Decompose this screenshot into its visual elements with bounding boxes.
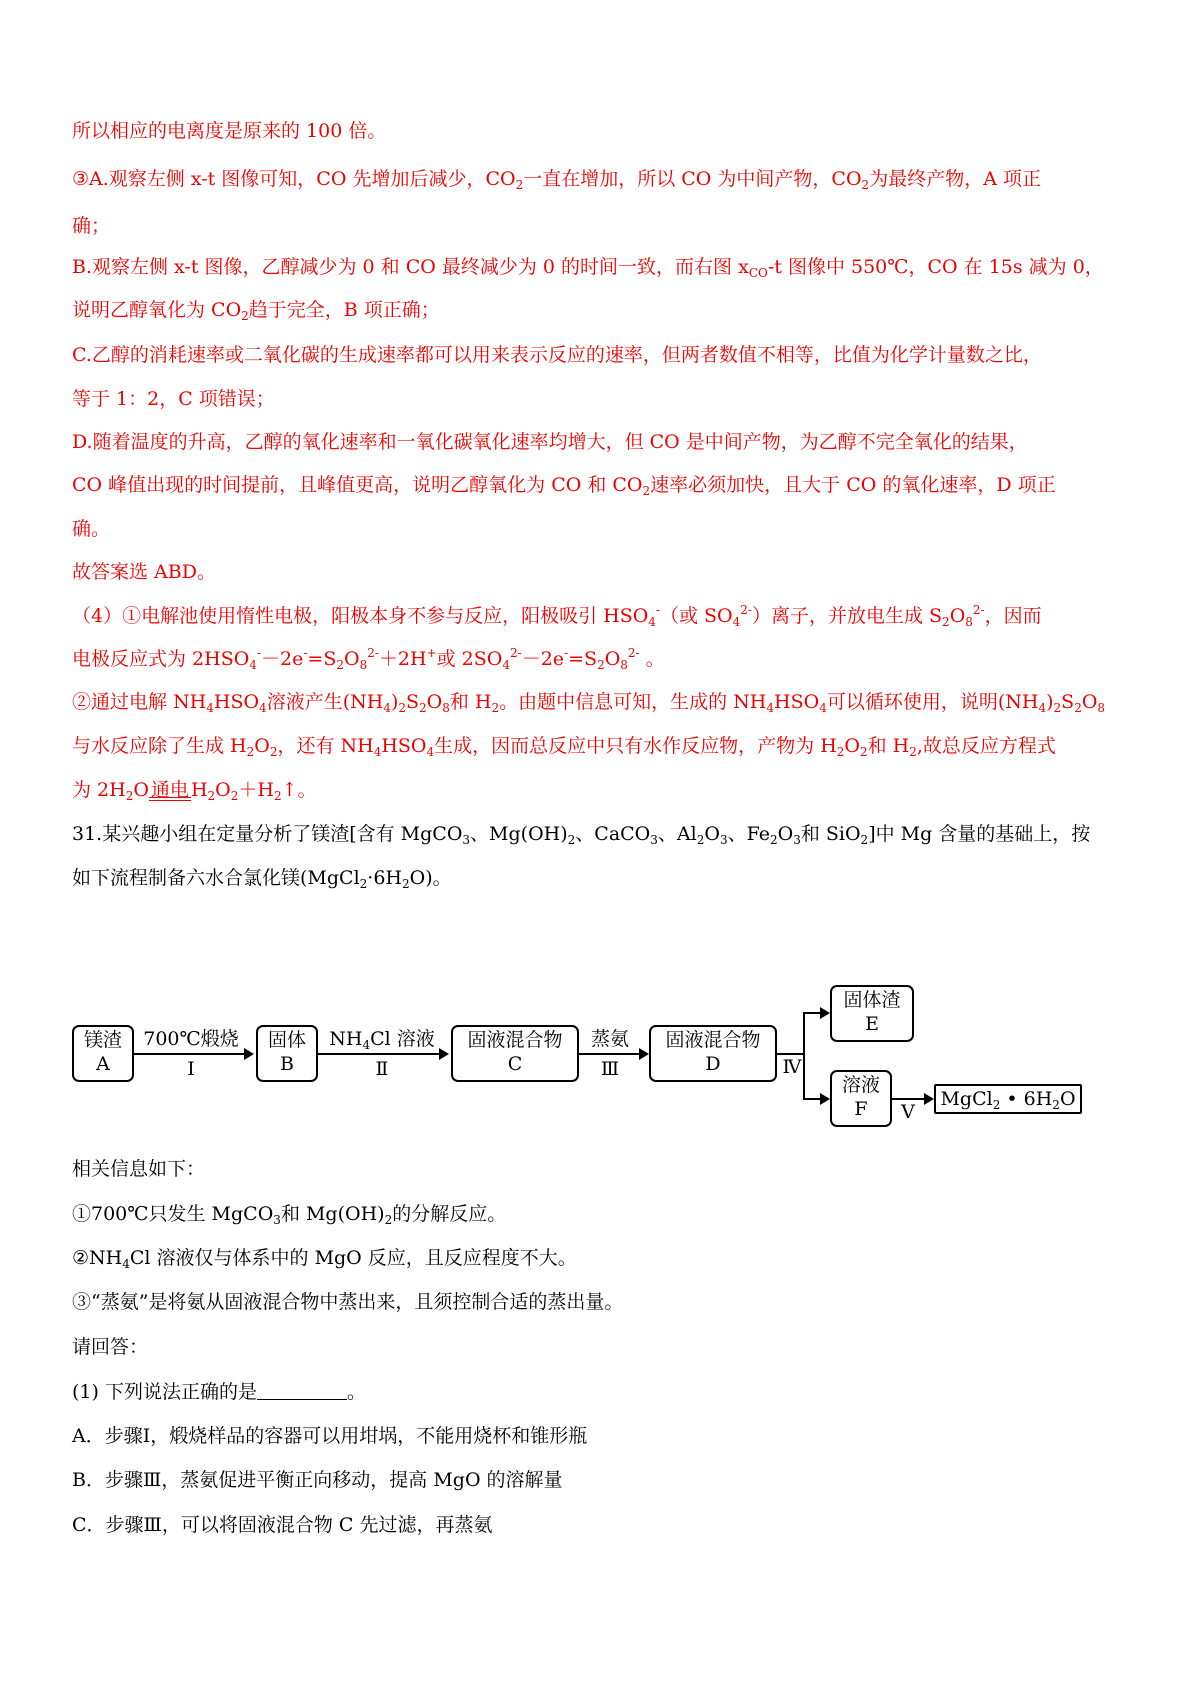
answer-line: 故答案选 ABD。 [72,561,216,583]
question-line: 请回答： [72,1336,149,1358]
flow-arrow [579,1053,641,1055]
option-b: B．步骤Ⅲ，蒸氨促进平衡正向移动，提高 MgO 的溶解量 [72,1469,563,1491]
answer-line: 等于 1：2，C 项错误； [72,388,275,410]
flow-arrow [803,1098,822,1100]
answer-line: 电极反应式为 $2HSO_4^--2e^-=S_2O_8^{2-}+2H^+$或 $2SO_4^{2-}-2e^-=S_2O_8^{2-}$ 。 [72,646,665,672]
answer-line: CO 峰值出现的时间提前，且峰值更高，说明乙醇氧化为 CO 和 $CO_2$速率必须加快，且大于 CO 的氧化速率，D 项正 [72,474,1056,498]
flow-box-product: MgCl$_2$ • $6H_2O$ [934,1084,1082,1114]
flow-arrow [777,1053,803,1055]
question-line: 31.某兴趣小组在定量分析了镁渣[含有 MgCO$_3$、$Mg(OH)_2$、CaCO$_3$、$Al_2O_3$、$Fe_2O_3$和 SiO$_2$]中 Mg 含量的基础上，按 [72,823,1091,847]
answer-line: 与水反应除了生成 $H_2O_2$，还有 $NH_4HSO_4$生成，因而总反应中只有水作反应物，产物为 $H_2O_2$和 $H_2$,故总反应方程式 [72,735,1056,759]
answer-blank[interactable] [257,1381,347,1400]
flow-step-5-label: Ⅴ [901,1101,915,1123]
answer-line: 为 $2H_2O$ 通电 $H_2O_2+H_2↑$。 [72,779,317,803]
flow-step-3-label: Ⅲ [600,1058,620,1080]
answer-line: 说明乙醇氧化为 $CO_2$趋于完全，B 项正确； [72,299,440,323]
flow-step-1-label: Ⅰ [187,1058,195,1080]
flow-step-2-label: Ⅱ [375,1058,389,1080]
reaction-condition: 通电 [150,779,189,801]
answer-line: 确； [72,215,111,237]
answer-line: ②通过电解 $NH_4HSO_4$溶液产生$(NH_4)_2S_2O_8$和 $H_2$。由题中信息可知，生成的 $NH_4HSO_4$可以循环使用，说明$(NH_4)_2S_2O_8$ [72,691,1106,715]
flow-box-f: 溶液 F [830,1070,892,1127]
answer-line: ③A.观察左侧 x-t 图像可知，CO 先增加后减少，$CO_2$一直在增加，所以 CO 为中间产物，$CO_2$为最终产物，A 项正 [72,168,1041,192]
flow-step-4-label: Ⅳ [782,1056,802,1078]
flow-box-d: 固液混合物 D [649,1025,777,1082]
flow-box-c: 固液混合物 C [451,1025,579,1082]
option-c: C．步骤Ⅲ，可以将固液混合物 C 先过滤，再蒸氨 [72,1514,493,1536]
flow-branch [803,1012,805,1099]
flow-step-2-condition: $NH_4Cl$ 溶液 [329,1028,435,1052]
arrowhead-icon [820,1093,830,1105]
arrowhead-icon [244,1048,254,1060]
answer-line: （4）①电解池使用惰性电极，阳极本身不参与反应，阳极吸引 $HSO_4^-$（或 $SO_4^{2-}$）离子，并放电生成 $S_2O_8^{2-}$，因而 [72,603,1042,629]
flow-arrow [803,1012,822,1014]
option-a: A．步骤Ⅰ，煅烧样品的容器可以用坩埚，不能用烧杯和锥形瓶 [72,1425,588,1447]
question-line: 如下流程制备六水合氯化镁$(MgCl_2\cdot 6H_2O)$。 [72,867,452,891]
flow-box-a: 镁渣 A [72,1025,134,1082]
answer-line: 确。 [72,518,111,540]
question-line: ①700℃只发生 MgCO$_3$和 $Mg(OH)_2$的分解反应。 [72,1203,507,1227]
arrowhead-icon [924,1093,934,1105]
flow-box-b: 固体 B [256,1025,318,1082]
answer-line: 所以相应的电离度是原来的 100 倍。 [72,120,387,142]
flow-arrow [318,1053,441,1055]
question-line: ③“蒸氨”是将氨从固液混合物中蒸出来，且须控制合适的蒸出量。 [72,1291,624,1313]
answer-line: B.观察左侧 x-t 图像，乙醇减少为 0 和 CO 最终减少为 0 的时间一致，而右图 $x_{CO}-t$ 图像中 550℃，CO 在 15s 减为 0， [72,256,1104,280]
question-line: 相关信息如下： [72,1158,206,1180]
question-line: (1) 下列说法正确的是 。 [72,1381,366,1403]
arrowhead-icon [639,1048,649,1060]
flow-box-e: 固体渣 E [830,985,914,1042]
flow-arrow [134,1053,246,1055]
flow-step-1-condition: 700℃煅烧 [143,1028,239,1050]
flow-arrow [892,1098,926,1100]
arrowhead-icon [820,1007,830,1019]
flow-step-3-condition: 蒸氨 [590,1028,629,1050]
arrowhead-icon [439,1048,449,1060]
question-line: $②NH_4Cl$ 溶液仅与体系中的 MgO 反应，且反应程度不大。 [72,1247,577,1271]
answer-line: C.乙醇的消耗速率或二氧化碳的生成速率都可以用来表示反应的速率，但两者数值不相等，比值为化学计量数之比， [72,344,1042,366]
answer-line: D.随着温度的升高，乙醇的氧化速率和一氧化碳氧化速率均增大，但 CO 是中间产物，为乙醇不完全氧化的结果， [72,431,1028,453]
